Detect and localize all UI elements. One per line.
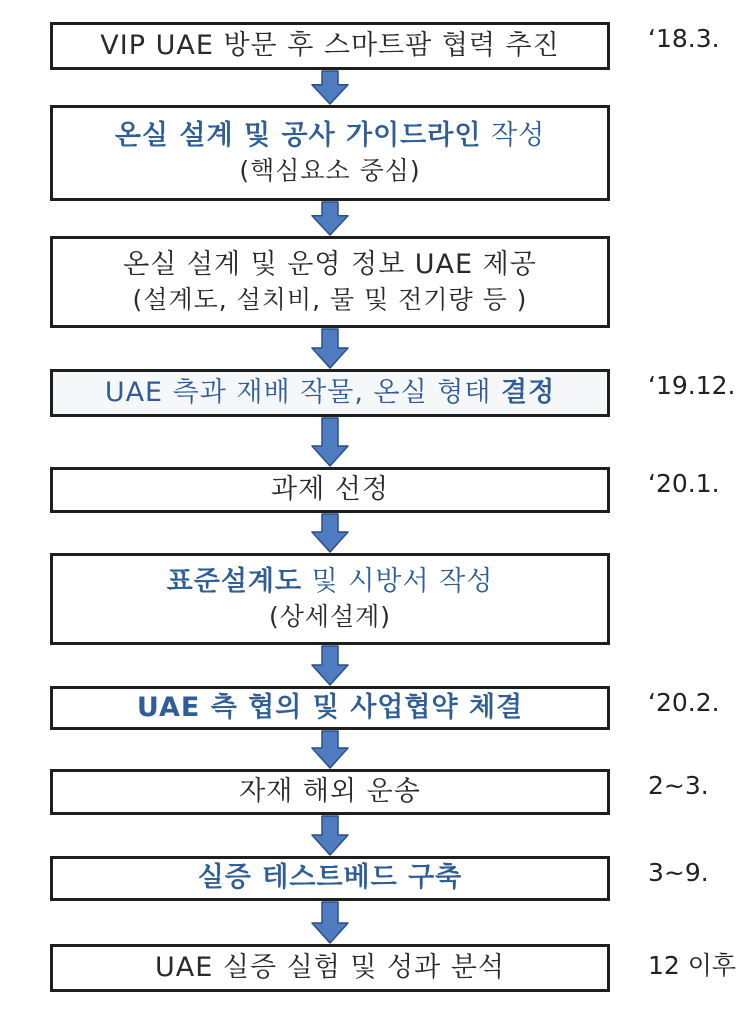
step-date-label: 3~9. — [648, 858, 709, 887]
step-title — [239, 774, 421, 810]
step-title — [137, 690, 523, 726]
step-box-9 — [50, 856, 610, 901]
step-title — [198, 860, 463, 896]
step-text-segment: 자재 해외 운송 — [239, 775, 421, 807]
down-arrow-icon — [310, 901, 350, 944]
step-text-segment: 표준설계도 — [166, 565, 303, 597]
step-text-segment: UAE 측 협의 및 사업협약 체결 — [136, 691, 524, 723]
step-date-label: ‘20.2. — [648, 688, 720, 717]
step-text-segment: 과제 선정 — [271, 473, 389, 505]
step-text-segment: UAE 실증 실험 및 성과 분석 — [155, 951, 505, 983]
step-box-2 — [50, 105, 610, 201]
step-text-segment: 실증 테스트베드 구축 — [197, 862, 463, 894]
down-arrow-icon — [310, 645, 350, 686]
step-text-segment: 및 시방서 작성 — [302, 565, 494, 597]
step-box-6 — [50, 553, 610, 645]
down-arrow-icon — [310, 815, 350, 856]
step-text-segment: 온실 설계 및 운영 정보 UAE 제공 — [123, 248, 537, 280]
down-arrow-icon — [310, 70, 350, 105]
step-title — [271, 472, 389, 508]
down-arrow-icon — [310, 513, 350, 553]
step-box-7 — [50, 686, 610, 730]
step-text-segment: 작성 — [481, 119, 546, 151]
step-text-segment: (상세설계) — [268, 602, 392, 632]
step-text-segment: 온실 설계 및 공사 가이드라인 — [114, 119, 482, 151]
step-box-5 — [50, 467, 610, 513]
step-box-4 — [50, 369, 610, 417]
down-arrow-icon — [310, 417, 350, 467]
step-title — [155, 950, 505, 986]
step-subtitle — [133, 283, 528, 317]
step-date-label: 2~3. — [648, 771, 709, 800]
step-subtitle — [269, 600, 391, 634]
step-text-segment: (핵심요소 중심) — [239, 156, 421, 186]
step-date-label: ‘19.12. — [648, 371, 736, 400]
down-arrow-icon — [310, 328, 350, 369]
down-arrow-icon — [310, 730, 350, 769]
step-box-1 — [50, 22, 610, 70]
step-title — [167, 564, 494, 600]
step-box-10 — [50, 944, 610, 992]
step-date-label: 12 이후 — [648, 951, 737, 980]
step-text-segment: 결정 — [501, 376, 556, 408]
step-title — [115, 118, 545, 154]
step-title — [123, 247, 537, 283]
step-text-segment: VIP UAE 방문 후 스마트팜 협력 추진 — [100, 29, 560, 61]
step-date-label: ‘20.1. — [648, 469, 720, 498]
step-title — [105, 375, 555, 411]
step-text-segment: UAE 측과 재배 작물, 온실 형태 — [104, 376, 502, 408]
step-text-segment: (설계도, 설치비, 물 및 전기량 등 ) — [132, 285, 528, 315]
step-title — [100, 28, 559, 64]
step-box-3 — [50, 236, 610, 328]
step-box-8 — [50, 769, 610, 815]
down-arrow-icon — [310, 201, 350, 236]
step-date-label: ‘18.3. — [648, 24, 720, 53]
step-subtitle — [239, 154, 420, 188]
